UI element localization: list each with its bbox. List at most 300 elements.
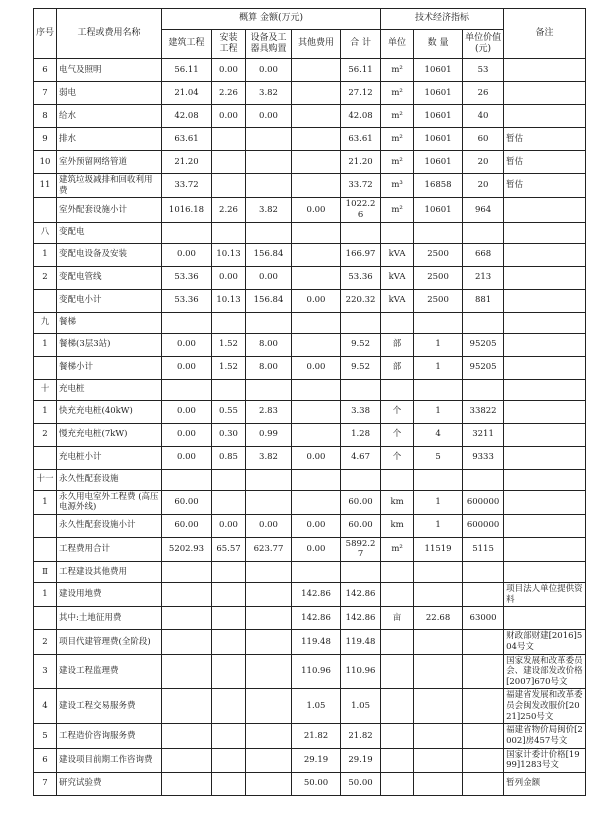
cell-unit-value: 26 — [463, 82, 504, 105]
cell-construction: 60.00 — [162, 490, 212, 514]
cell-other — [292, 222, 341, 243]
cell-qty: 1 — [414, 333, 463, 356]
cell-unit-value — [463, 312, 504, 333]
cell-qty — [414, 654, 463, 689]
cell-equipment: 156.84 — [246, 243, 292, 266]
cell-equipment: 0.00 — [246, 514, 292, 537]
cell-name: 建设用地费 — [57, 583, 162, 607]
cell-name: 电气及照明 — [57, 59, 162, 82]
cell-seq: 十 — [34, 379, 57, 400]
cell-construction: 1016.18 — [162, 198, 212, 222]
cell-unit-value — [463, 583, 504, 607]
cell-name: 充电桩小计 — [57, 446, 162, 469]
cell-total: 220.32 — [341, 289, 381, 312]
cell-construction — [162, 562, 212, 583]
cell-total: 9.52 — [341, 333, 381, 356]
table-row — [34, 312, 586, 333]
cell-remark: 项目法人单位提供资料 — [504, 583, 586, 607]
cell-remark — [504, 333, 586, 356]
cell-install: 2.26 — [212, 198, 246, 222]
cell-unit: m² — [381, 128, 414, 151]
cell-qty: 10601 — [414, 105, 463, 128]
cell-construction — [162, 379, 212, 400]
cell-total: 4.67 — [341, 446, 381, 469]
cell-equipment — [246, 583, 292, 607]
cell-install: 0.00 — [212, 59, 246, 82]
cell-seq: 10 — [34, 151, 57, 174]
cell-unit — [381, 654, 414, 689]
cell-other: 0.00 — [292, 289, 341, 312]
cell-seq — [34, 607, 57, 630]
cell-unit-value: 668 — [463, 243, 504, 266]
cell-total — [341, 562, 381, 583]
table-row — [34, 562, 586, 583]
table-row — [34, 379, 586, 400]
cell-remark: 国家计委计价格[1999]1283号文 — [504, 748, 586, 772]
cell-name: 慢充充电桩(7kW) — [57, 423, 162, 446]
cell-name: 永久性配套设施小计 — [57, 514, 162, 537]
cell-seq: 11 — [34, 174, 57, 198]
cell-seq: 3 — [34, 654, 57, 689]
cell-seq: 8 — [34, 105, 57, 128]
table-row — [34, 105, 586, 128]
table-row — [34, 689, 586, 724]
cell-install: 10.13 — [212, 243, 246, 266]
cell-other — [292, 562, 341, 583]
cell-name: 其中:土地征用费 — [57, 607, 162, 630]
cell-unit-value: 213 — [463, 266, 504, 289]
cell-install — [212, 654, 246, 689]
cell-seq: 2 — [34, 266, 57, 289]
cell-name: 室外配套设施小计 — [57, 198, 162, 222]
cell-construction: 56.11 — [162, 59, 212, 82]
table-row — [34, 423, 586, 446]
cell-unit: 部 — [381, 356, 414, 379]
cell-equipment: 3.82 — [246, 198, 292, 222]
cell-qty: 4 — [414, 423, 463, 446]
cell-unit: km — [381, 514, 414, 537]
cell-install — [212, 562, 246, 583]
cell-other: 21.82 — [292, 724, 341, 748]
cell-equipment: 0.00 — [246, 105, 292, 128]
cell-unit-value: 33822 — [463, 400, 504, 423]
cell-qty — [414, 724, 463, 748]
cell-equipment: 156.84 — [246, 289, 292, 312]
cell-other: 0.00 — [292, 198, 341, 222]
cell-other — [292, 266, 341, 289]
cell-construction: 5202.93 — [162, 537, 212, 561]
table-row — [34, 266, 586, 289]
cell-remark: 暂估 — [504, 174, 586, 198]
cell-unit — [381, 583, 414, 607]
cell-qty: 16858 — [414, 174, 463, 198]
header-qty: 数 量 — [414, 30, 463, 59]
cell-name: 研究试验费 — [57, 772, 162, 795]
cell-other — [292, 423, 341, 446]
cell-install: 65.57 — [212, 537, 246, 561]
cell-qty: 1 — [414, 400, 463, 423]
cell-install — [212, 469, 246, 490]
cell-remark: 福建省物价局闽价[2002]房457号文 — [504, 724, 586, 748]
cell-remark — [504, 446, 586, 469]
cell-install — [212, 128, 246, 151]
cell-name: 建设工程监理费 — [57, 654, 162, 689]
cell-total: 50.00 — [341, 772, 381, 795]
cell-qty — [414, 379, 463, 400]
cell-unit-value — [463, 469, 504, 490]
cell-seq: 6 — [34, 748, 57, 772]
table-row — [34, 400, 586, 423]
cell-equipment: 2.83 — [246, 400, 292, 423]
cell-name: 建设项目前期工作咨询费 — [57, 748, 162, 772]
cell-unit-value: 9333 — [463, 446, 504, 469]
cell-seq: 1 — [34, 333, 57, 356]
cell-equipment — [246, 607, 292, 630]
cell-construction: 60.00 — [162, 514, 212, 537]
cell-unit-value — [463, 724, 504, 748]
cell-unit-value — [463, 379, 504, 400]
cell-other — [292, 490, 341, 514]
cell-equipment — [246, 128, 292, 151]
cell-unit-value: 95205 — [463, 356, 504, 379]
cell-seq — [34, 446, 57, 469]
cell-total: 60.00 — [341, 490, 381, 514]
cell-total: 119.48 — [341, 630, 381, 654]
cell-equipment — [246, 689, 292, 724]
cell-total: 56.11 — [341, 59, 381, 82]
cell-construction — [162, 583, 212, 607]
cell-name: 建筑垃圾减排和回收利用费 — [57, 174, 162, 198]
table-row — [34, 198, 586, 222]
cell-qty: 2500 — [414, 289, 463, 312]
cell-unit: kVA — [381, 289, 414, 312]
cell-construction — [162, 654, 212, 689]
cell-remark — [504, 243, 586, 266]
cell-other: 142.86 — [292, 583, 341, 607]
table-row — [34, 772, 586, 795]
cell-name: 变配电 — [57, 222, 162, 243]
cell-total — [341, 469, 381, 490]
cell-remark — [504, 82, 586, 105]
header-remark: 备注 — [504, 9, 586, 59]
cell-other — [292, 128, 341, 151]
table-row — [34, 333, 586, 356]
cell-other — [292, 59, 341, 82]
cell-install: 2.26 — [212, 82, 246, 105]
cell-remark — [504, 423, 586, 446]
cell-remark — [504, 537, 586, 561]
cell-unit-value: 600000 — [463, 514, 504, 537]
cell-name: 变配电小计 — [57, 289, 162, 312]
cell-unit — [381, 222, 414, 243]
cell-construction — [162, 607, 212, 630]
cell-seq: 九 — [34, 312, 57, 333]
cell-install — [212, 151, 246, 174]
table-row — [34, 630, 586, 654]
header-unit-value: 单位价值 (元) — [463, 30, 504, 59]
cell-seq: 1 — [34, 243, 57, 266]
cell-other: 119.48 — [292, 630, 341, 654]
cell-equipment: 0.00 — [246, 59, 292, 82]
cell-equipment — [246, 630, 292, 654]
cell-equipment — [246, 379, 292, 400]
cell-qty — [414, 562, 463, 583]
cell-unit-value: 63000 — [463, 607, 504, 630]
cell-equipment — [246, 490, 292, 514]
cell-seq: 4 — [34, 689, 57, 724]
cell-qty — [414, 312, 463, 333]
cell-equipment: 623.77 — [246, 537, 292, 561]
cell-equipment: 0.99 — [246, 423, 292, 446]
table-row — [34, 724, 586, 748]
cell-construction: 0.00 — [162, 400, 212, 423]
cell-unit-value: 53 — [463, 59, 504, 82]
cell-remark: 财政部财建[2016]504号文 — [504, 630, 586, 654]
cell-construction: 0.00 — [162, 333, 212, 356]
cell-unit: m² — [381, 198, 414, 222]
cell-other: 50.00 — [292, 772, 341, 795]
cell-unit — [381, 379, 414, 400]
cell-install: 0.85 — [212, 446, 246, 469]
cell-total: 1.28 — [341, 423, 381, 446]
cell-install: 0.00 — [212, 266, 246, 289]
cell-install — [212, 490, 246, 514]
cell-total: 53.36 — [341, 266, 381, 289]
cell-unit: m² — [381, 59, 414, 82]
cell-qty: 10601 — [414, 151, 463, 174]
cell-construction — [162, 222, 212, 243]
cell-seq — [34, 537, 57, 561]
cell-equipment — [246, 562, 292, 583]
cell-qty: 1 — [414, 490, 463, 514]
cell-install: 10.13 — [212, 289, 246, 312]
cell-qty: 5 — [414, 446, 463, 469]
cell-equipment — [246, 654, 292, 689]
cell-unit: 部 — [381, 333, 414, 356]
cell-total: 5892.27 — [341, 537, 381, 561]
cell-unit: m³ — [381, 174, 414, 198]
cell-remark: 暂估 — [504, 151, 586, 174]
cell-remark — [504, 469, 586, 490]
cell-name: 给水 — [57, 105, 162, 128]
cell-total: 33.72 — [341, 174, 381, 198]
cell-total — [341, 312, 381, 333]
cell-install — [212, 379, 246, 400]
cell-other — [292, 333, 341, 356]
cell-equipment — [246, 748, 292, 772]
cell-name: 排水 — [57, 128, 162, 151]
header-other: 其他费用 — [292, 30, 341, 59]
cell-equipment — [246, 724, 292, 748]
cell-name: 项目代建管理费(全阶段) — [57, 630, 162, 654]
table-row — [34, 174, 586, 198]
cell-total: 42.08 — [341, 105, 381, 128]
cell-unit-value — [463, 748, 504, 772]
cell-other: 142.86 — [292, 607, 341, 630]
cell-unit — [381, 562, 414, 583]
cell-remark — [504, 356, 586, 379]
cell-unit-value: 600000 — [463, 490, 504, 514]
cell-qty — [414, 222, 463, 243]
cell-total: 60.00 — [341, 514, 381, 537]
table-row — [34, 356, 586, 379]
cell-other — [292, 82, 341, 105]
table-row — [34, 128, 586, 151]
header-total: 合 计 — [341, 30, 381, 59]
cell-other: 0.00 — [292, 446, 341, 469]
cell-seq — [34, 356, 57, 379]
cell-equipment — [246, 222, 292, 243]
cell-qty: 2500 — [414, 266, 463, 289]
cell-install — [212, 583, 246, 607]
cell-seq: 十一 — [34, 469, 57, 490]
cell-unit: m² — [381, 537, 414, 561]
cell-construction — [162, 689, 212, 724]
cell-qty: 10601 — [414, 59, 463, 82]
cell-remark — [504, 400, 586, 423]
cell-other: 110.96 — [292, 654, 341, 689]
cell-unit — [381, 469, 414, 490]
header-group-budget: 概算 金额(万元) — [162, 9, 381, 30]
cell-equipment — [246, 772, 292, 795]
cell-qty: 11519 — [414, 537, 463, 561]
cell-qty — [414, 469, 463, 490]
cell-equipment — [246, 312, 292, 333]
cell-remark — [504, 312, 586, 333]
cell-unit: 个 — [381, 423, 414, 446]
cell-seq: 7 — [34, 772, 57, 795]
cell-other — [292, 174, 341, 198]
cell-seq: 7 — [34, 82, 57, 105]
cell-name: 充电桩 — [57, 379, 162, 400]
cell-unit — [381, 312, 414, 333]
cell-seq: 八 — [34, 222, 57, 243]
cell-equipment: 0.00 — [246, 266, 292, 289]
cell-construction: 42.08 — [162, 105, 212, 128]
cell-unit: kVA — [381, 266, 414, 289]
cell-total: 142.86 — [341, 583, 381, 607]
cell-qty: 1 — [414, 356, 463, 379]
cell-unit — [381, 748, 414, 772]
cell-seq: 2 — [34, 630, 57, 654]
cell-remark — [504, 59, 586, 82]
cell-total: 1.05 — [341, 689, 381, 724]
cell-seq — [34, 198, 57, 222]
table-row — [34, 490, 586, 514]
table-row — [34, 607, 586, 630]
cell-remark — [504, 607, 586, 630]
table-row — [34, 243, 586, 266]
cell-seq: 6 — [34, 59, 57, 82]
cell-seq: 9 — [34, 128, 57, 151]
cell-name: 餐梯小计 — [57, 356, 162, 379]
cell-other — [292, 105, 341, 128]
cell-total: 9.52 — [341, 356, 381, 379]
cell-name: 变配电管线 — [57, 266, 162, 289]
cell-name: 变配电设备及安装 — [57, 243, 162, 266]
cell-equipment: 3.82 — [246, 446, 292, 469]
table-row — [34, 514, 586, 537]
cell-total: 29.19 — [341, 748, 381, 772]
cell-unit: 个 — [381, 400, 414, 423]
header-seq: 序号 — [34, 9, 57, 59]
table-header — [34, 9, 586, 59]
cell-unit-value: 40 — [463, 105, 504, 128]
cell-unit-value: 5115 — [463, 537, 504, 561]
cell-qty — [414, 772, 463, 795]
cell-other: 0.00 — [292, 537, 341, 561]
cell-remark: 暂列金额 — [504, 772, 586, 795]
cell-install — [212, 772, 246, 795]
cell-seq: 5 — [34, 724, 57, 748]
cell-unit-value — [463, 630, 504, 654]
cell-unit: 个 — [381, 446, 414, 469]
cell-install: 0.00 — [212, 514, 246, 537]
cell-total: 21.20 — [341, 151, 381, 174]
cell-install: 0.30 — [212, 423, 246, 446]
cell-unit-value: 20 — [463, 151, 504, 174]
cell-other — [292, 400, 341, 423]
cell-construction — [162, 724, 212, 748]
cell-unit — [381, 724, 414, 748]
cell-unit: m² — [381, 151, 414, 174]
cell-name: 弱电 — [57, 82, 162, 105]
cell-total: 27.12 — [341, 82, 381, 105]
cell-unit — [381, 630, 414, 654]
cell-other — [292, 469, 341, 490]
table-row — [34, 748, 586, 772]
cell-remark — [504, 379, 586, 400]
cell-equipment — [246, 174, 292, 198]
cell-remark: 暂估 — [504, 128, 586, 151]
cell-qty — [414, 689, 463, 724]
cell-seq — [34, 289, 57, 312]
cell-total — [341, 379, 381, 400]
cell-qty — [414, 630, 463, 654]
cell-install: 0.00 — [212, 105, 246, 128]
cell-unit: m² — [381, 105, 414, 128]
cell-construction: 53.36 — [162, 266, 212, 289]
cell-other: 29.19 — [292, 748, 341, 772]
cell-construction: 53.36 — [162, 289, 212, 312]
cell-total: 63.61 — [341, 128, 381, 151]
cell-equipment: 8.00 — [246, 333, 292, 356]
cell-qty: 10601 — [414, 128, 463, 151]
cell-equipment — [246, 469, 292, 490]
cell-name: 餐梯(3层3站) — [57, 333, 162, 356]
header-construction: 建筑工程 — [162, 30, 212, 59]
header-equipment: 设备及工 器具购置 — [246, 30, 292, 59]
cell-total: 21.82 — [341, 724, 381, 748]
cell-remark: 福建省发展和改革委员会闽发改服价[2021]250号文 — [504, 689, 586, 724]
cell-unit-value: 964 — [463, 198, 504, 222]
cell-equipment: 8.00 — [246, 356, 292, 379]
cell-construction — [162, 772, 212, 795]
cell-unit — [381, 772, 414, 795]
table-row — [34, 289, 586, 312]
cell-construction: 0.00 — [162, 446, 212, 469]
cell-unit-value — [463, 654, 504, 689]
cell-seq — [34, 514, 57, 537]
cell-install — [212, 724, 246, 748]
header-name: 工程或费用名称 — [57, 9, 162, 59]
cell-seq: 1 — [34, 583, 57, 607]
cell-other — [292, 379, 341, 400]
cell-unit-value: 60 — [463, 128, 504, 151]
cell-total: 166.97 — [341, 243, 381, 266]
cell-seq: 2 — [34, 423, 57, 446]
cell-other: 0.00 — [292, 356, 341, 379]
